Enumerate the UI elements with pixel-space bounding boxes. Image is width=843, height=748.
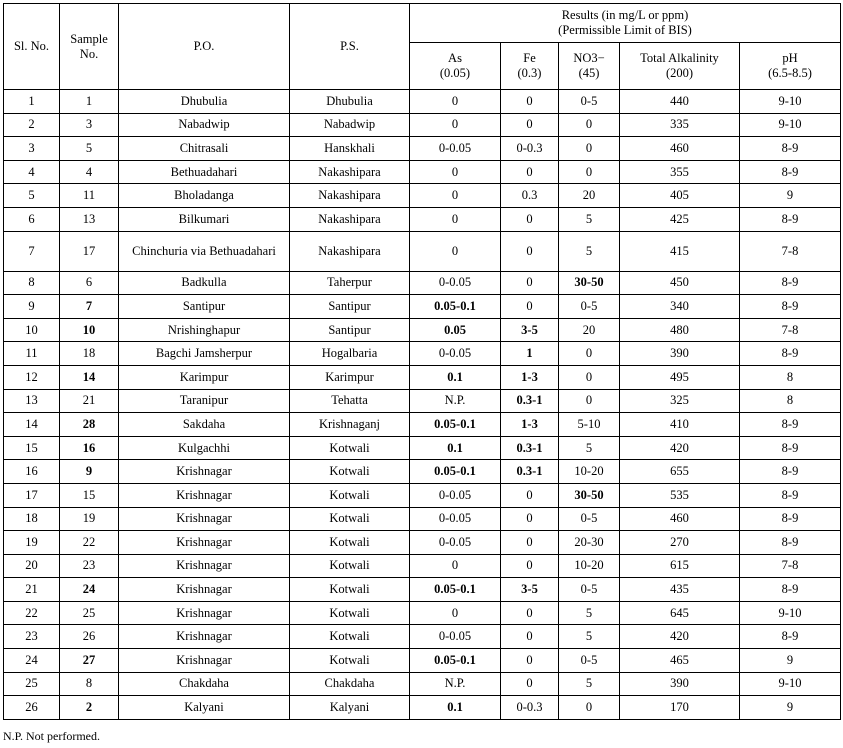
cell-po: Bagchi Jamsherpur <box>119 342 290 366</box>
header-ph-name: pH <box>782 51 798 65</box>
cell-no3: 10-20 <box>559 460 620 484</box>
cell-sl-no: 24 <box>4 649 60 673</box>
cell-po: Krishnagar <box>119 625 290 649</box>
results-line2: (Permissible Limit of BIS) <box>558 23 692 37</box>
header-no3-limit: (45) <box>578 66 600 80</box>
cell-ph: 9-10 <box>740 113 841 137</box>
cell-as: 0 <box>410 184 501 208</box>
cell-fe: 0 <box>501 554 559 578</box>
cell-no3: 0 <box>559 137 620 161</box>
cell-as: 0-0.05 <box>410 271 501 295</box>
table-row <box>4 460 841 484</box>
cell-alkalinity: 460 <box>620 137 740 161</box>
cell-ph: 8-9 <box>740 483 841 507</box>
cell-po: Krishnagar <box>119 578 290 602</box>
cell-sample-no: 9 <box>60 460 119 484</box>
table-header <box>4 4 841 90</box>
header-alkalinity-name: Total Alkalinity <box>640 51 719 65</box>
cell-no3: 0 <box>559 389 620 413</box>
table-row <box>4 389 841 413</box>
cell-no3: 5 <box>559 601 620 625</box>
cell-po: Chinchuria via Bethuadahari <box>119 231 290 271</box>
cell-ps: Kotwali <box>290 649 410 673</box>
table-row <box>4 531 841 555</box>
cell-as: 0 <box>410 207 501 231</box>
cell-ps: Nakashipara <box>290 231 410 271</box>
cell-sl-no: 8 <box>4 271 60 295</box>
header-fe <box>501 43 559 90</box>
cell-ps: Santipur <box>290 295 410 319</box>
cell-ph: 8-9 <box>740 207 841 231</box>
header-ps: P.S. <box>290 4 410 90</box>
cell-sl-no: 1 <box>4 90 60 114</box>
cell-alkalinity: 460 <box>620 507 740 531</box>
cell-sample-no: 27 <box>60 649 119 673</box>
cell-no3: 0-5 <box>559 507 620 531</box>
cell-alkalinity: 535 <box>620 483 740 507</box>
table-row <box>4 625 841 649</box>
cell-alkalinity: 420 <box>620 436 740 460</box>
table-row <box>4 113 841 137</box>
cell-sl-no: 25 <box>4 672 60 696</box>
cell-ps: Nakashipara <box>290 160 410 184</box>
header-fe-limit: (0.3) <box>517 66 542 80</box>
cell-fe: 0 <box>501 113 559 137</box>
cell-ps: Hanskhali <box>290 137 410 161</box>
cell-ps: Kotwali <box>290 483 410 507</box>
table-row <box>4 160 841 184</box>
cell-alkalinity: 435 <box>620 578 740 602</box>
cell-no3: 30-50 <box>559 271 620 295</box>
cell-sl-no: 16 <box>4 460 60 484</box>
cell-sample-no: 6 <box>60 271 119 295</box>
cell-fe: 0-0.3 <box>501 696 559 720</box>
cell-alkalinity: 325 <box>620 389 740 413</box>
cell-ps: Nabadwip <box>290 113 410 137</box>
cell-sample-no: 10 <box>60 318 119 342</box>
cell-po: Krishnagar <box>119 531 290 555</box>
cell-sl-no: 15 <box>4 436 60 460</box>
cell-sl-no: 23 <box>4 625 60 649</box>
cell-po: Nrishinghapur <box>119 318 290 342</box>
cell-sample-no: 1 <box>60 90 119 114</box>
cell-alkalinity: 440 <box>620 90 740 114</box>
cell-sample-no: 18 <box>60 342 119 366</box>
cell-po: Krishnagar <box>119 554 290 578</box>
table-row <box>4 601 841 625</box>
cell-as: 0.05 <box>410 318 501 342</box>
results-table-container <box>3 3 840 720</box>
cell-po: Bethuadahari <box>119 160 290 184</box>
header-as <box>410 43 501 90</box>
cell-sample-no: 25 <box>60 601 119 625</box>
cell-ph: 7-8 <box>740 231 841 271</box>
cell-as: 0.05-0.1 <box>410 649 501 673</box>
cell-sample-no: 28 <box>60 413 119 437</box>
cell-ph: 9 <box>740 649 841 673</box>
cell-po: Chakdaha <box>119 672 290 696</box>
cell-ph: 9-10 <box>740 90 841 114</box>
table-row <box>4 137 841 161</box>
cell-po: Kulgachhi <box>119 436 290 460</box>
cell-ph: 8 <box>740 389 841 413</box>
cell-ph: 9 <box>740 184 841 208</box>
cell-sample-no: 15 <box>60 483 119 507</box>
cell-fe: 0 <box>501 207 559 231</box>
cell-ph: 8-9 <box>740 413 841 437</box>
cell-alkalinity: 170 <box>620 696 740 720</box>
table-row <box>4 507 841 531</box>
cell-po: Dhubulia <box>119 90 290 114</box>
table-row <box>4 365 841 389</box>
header-results <box>410 4 841 43</box>
cell-ph: 9-10 <box>740 672 841 696</box>
cell-no3: 20 <box>559 184 620 208</box>
cell-sample-no: 5 <box>60 137 119 161</box>
header-as-limit: (0.05) <box>439 66 471 80</box>
cell-alkalinity: 645 <box>620 601 740 625</box>
cell-ps: Kalyani <box>290 696 410 720</box>
cell-ps: Kotwali <box>290 460 410 484</box>
table-row <box>4 231 841 271</box>
cell-ph: 8-9 <box>740 436 841 460</box>
header-ph <box>740 43 841 90</box>
cell-sample-no: 13 <box>60 207 119 231</box>
cell-sl-no: 19 <box>4 531 60 555</box>
cell-alkalinity: 335 <box>620 113 740 137</box>
cell-as: 0 <box>410 231 501 271</box>
cell-ps: Taherpur <box>290 271 410 295</box>
table-row <box>4 318 841 342</box>
cell-sample-no: 8 <box>60 672 119 696</box>
table-row <box>4 578 841 602</box>
cell-fe: 0 <box>501 507 559 531</box>
cell-po: Bilkumari <box>119 207 290 231</box>
cell-po: Krishnagar <box>119 460 290 484</box>
cell-sample-no: 17 <box>60 231 119 271</box>
table-row <box>4 342 841 366</box>
cell-sl-no: 26 <box>4 696 60 720</box>
table-row <box>4 649 841 673</box>
cell-ph: 8-9 <box>740 342 841 366</box>
cell-po: Taranipur <box>119 389 290 413</box>
cell-ps: Dhubulia <box>290 90 410 114</box>
cell-ps: Kotwali <box>290 625 410 649</box>
cell-as: 0 <box>410 160 501 184</box>
cell-alkalinity: 340 <box>620 295 740 319</box>
cell-no3: 0-5 <box>559 649 620 673</box>
cell-ph: 8-9 <box>740 271 841 295</box>
cell-as: 0-0.05 <box>410 137 501 161</box>
cell-sl-no: 4 <box>4 160 60 184</box>
cell-no3: 20 <box>559 318 620 342</box>
cell-alkalinity: 495 <box>620 365 740 389</box>
header-no3 <box>559 43 620 90</box>
cell-ps: Nakashipara <box>290 207 410 231</box>
cell-po: Bholadanga <box>119 184 290 208</box>
cell-ps: Kotwali <box>290 578 410 602</box>
cell-alkalinity: 655 <box>620 460 740 484</box>
cell-ps: Chakdaha <box>290 672 410 696</box>
header-po: P.O. <box>119 4 290 90</box>
cell-po: Kalyani <box>119 696 290 720</box>
cell-sl-no: 22 <box>4 601 60 625</box>
cell-ph: 9 <box>740 696 841 720</box>
table-row <box>4 184 841 208</box>
cell-ps: Tehatta <box>290 389 410 413</box>
cell-ps: Kotwali <box>290 436 410 460</box>
cell-fe: 0 <box>501 531 559 555</box>
footnote: N.P. Not performed. <box>3 729 100 743</box>
table-row <box>4 295 841 319</box>
cell-as: 0.1 <box>410 436 501 460</box>
cell-fe: 0 <box>501 90 559 114</box>
table-row <box>4 696 841 720</box>
cell-ph: 8-9 <box>740 578 841 602</box>
cell-fe: 0 <box>501 295 559 319</box>
cell-ps: Nakashipara <box>290 184 410 208</box>
cell-alkalinity: 450 <box>620 271 740 295</box>
header-sl-no: Sl. No. <box>4 4 60 90</box>
header-fe-name: Fe <box>523 51 536 65</box>
cell-as: 0.1 <box>410 365 501 389</box>
table-row <box>4 207 841 231</box>
cell-sample-no: 16 <box>60 436 119 460</box>
cell-ph: 8-9 <box>740 160 841 184</box>
cell-no3: 20-30 <box>559 531 620 555</box>
cell-ps: Santipur <box>290 318 410 342</box>
cell-sl-no: 13 <box>4 389 60 413</box>
cell-alkalinity: 425 <box>620 207 740 231</box>
cell-alkalinity: 390 <box>620 342 740 366</box>
cell-as: 0-0.05 <box>410 483 501 507</box>
cell-as: 0 <box>410 113 501 137</box>
cell-as: 0.1 <box>410 696 501 720</box>
cell-fe: 0 <box>501 483 559 507</box>
cell-sample-no: 3 <box>60 113 119 137</box>
cell-no3: 0 <box>559 113 620 137</box>
cell-sl-no: 7 <box>4 231 60 271</box>
cell-no3: 5-10 <box>559 413 620 437</box>
table-row <box>4 483 841 507</box>
cell-ps: Kotwali <box>290 531 410 555</box>
cell-sample-no: 24 <box>60 578 119 602</box>
cell-ph: 7-8 <box>740 554 841 578</box>
cell-alkalinity: 405 <box>620 184 740 208</box>
cell-no3: 0-5 <box>559 295 620 319</box>
cell-ph: 8-9 <box>740 531 841 555</box>
cell-po: Chitrasali <box>119 137 290 161</box>
cell-alkalinity: 465 <box>620 649 740 673</box>
cell-sample-no: 7 <box>60 295 119 319</box>
cell-sl-no: 2 <box>4 113 60 137</box>
cell-po: Krishnagar <box>119 649 290 673</box>
cell-alkalinity: 415 <box>620 231 740 271</box>
table-body <box>4 90 841 720</box>
cell-po: Nabadwip <box>119 113 290 137</box>
cell-ph: 8-9 <box>740 625 841 649</box>
cell-fe: 0.3-1 <box>501 436 559 460</box>
cell-sl-no: 5 <box>4 184 60 208</box>
cell-ph: 8-9 <box>740 137 841 161</box>
cell-sl-no: 3 <box>4 137 60 161</box>
cell-fe: 0.3-1 <box>501 460 559 484</box>
cell-po: Badkulla <box>119 271 290 295</box>
cell-ph: 7-8 <box>740 318 841 342</box>
table-row <box>4 436 841 460</box>
cell-as: 0.05-0.1 <box>410 578 501 602</box>
cell-sample-no: 11 <box>60 184 119 208</box>
header-alkalinity-limit: (200) <box>665 66 694 80</box>
cell-as: 0.05-0.1 <box>410 295 501 319</box>
cell-fe: 1 <box>501 342 559 366</box>
cell-sample-no: 22 <box>60 531 119 555</box>
cell-ph: 8-9 <box>740 295 841 319</box>
cell-fe: 0 <box>501 672 559 696</box>
cell-no3: 0 <box>559 342 620 366</box>
cell-no3: 0-5 <box>559 90 620 114</box>
cell-po: Santipur <box>119 295 290 319</box>
cell-fe: 0 <box>501 160 559 184</box>
cell-ph: 8-9 <box>740 507 841 531</box>
results-line1: Results (in mg/L or ppm) <box>561 8 689 22</box>
water-quality-table <box>3 3 841 720</box>
cell-alkalinity: 270 <box>620 531 740 555</box>
cell-sl-no: 12 <box>4 365 60 389</box>
cell-no3: 5 <box>559 672 620 696</box>
cell-as: 0-0.05 <box>410 507 501 531</box>
cell-sl-no: 6 <box>4 207 60 231</box>
cell-alkalinity: 390 <box>620 672 740 696</box>
cell-as: 0-0.05 <box>410 342 501 366</box>
cell-alkalinity: 480 <box>620 318 740 342</box>
cell-ph: 8 <box>740 365 841 389</box>
cell-fe: 0-0.3 <box>501 137 559 161</box>
table-row <box>4 413 841 437</box>
table-row <box>4 90 841 114</box>
cell-ps: Karimpur <box>290 365 410 389</box>
cell-no3: 30-50 <box>559 483 620 507</box>
table-row <box>4 271 841 295</box>
cell-po: Sakdaha <box>119 413 290 437</box>
cell-fe: 0 <box>501 649 559 673</box>
cell-as: 0-0.05 <box>410 531 501 555</box>
cell-alkalinity: 420 <box>620 625 740 649</box>
cell-no3: 5 <box>559 625 620 649</box>
cell-ps: Kotwali <box>290 554 410 578</box>
cell-ps: Kotwali <box>290 601 410 625</box>
table-row <box>4 554 841 578</box>
cell-po: Krishnagar <box>119 601 290 625</box>
cell-as: 0.05-0.1 <box>410 460 501 484</box>
cell-sample-no: 4 <box>60 160 119 184</box>
cell-fe: 1-3 <box>501 413 559 437</box>
cell-ph: 9-10 <box>740 601 841 625</box>
cell-no3: 0 <box>559 696 620 720</box>
cell-fe: 0 <box>501 271 559 295</box>
cell-sl-no: 14 <box>4 413 60 437</box>
cell-as: N.P. <box>410 672 501 696</box>
header-as-name: As <box>448 51 462 65</box>
cell-no3: 0 <box>559 160 620 184</box>
cell-as: 0.05-0.1 <box>410 413 501 437</box>
cell-sample-no: 19 <box>60 507 119 531</box>
cell-sl-no: 11 <box>4 342 60 366</box>
cell-sl-no: 18 <box>4 507 60 531</box>
cell-no3: 5 <box>559 207 620 231</box>
cell-no3: 5 <box>559 436 620 460</box>
cell-no3: 10-20 <box>559 554 620 578</box>
cell-sl-no: 9 <box>4 295 60 319</box>
cell-sl-no: 10 <box>4 318 60 342</box>
cell-sl-no: 21 <box>4 578 60 602</box>
cell-fe: 0.3-1 <box>501 389 559 413</box>
cell-po: Karimpur <box>119 365 290 389</box>
cell-po: Krishnagar <box>119 507 290 531</box>
header-no3-name: NO3− <box>573 51 605 65</box>
cell-fe: 0 <box>501 601 559 625</box>
cell-ps: Kotwali <box>290 507 410 531</box>
cell-sl-no: 17 <box>4 483 60 507</box>
cell-ps: Hogalbaria <box>290 342 410 366</box>
cell-fe: 1-3 <box>501 365 559 389</box>
table-row <box>4 672 841 696</box>
cell-sample-no: 14 <box>60 365 119 389</box>
cell-po: Krishnagar <box>119 483 290 507</box>
header-sample-no: Sample No. <box>60 4 119 90</box>
cell-fe: 3-5 <box>501 578 559 602</box>
cell-ph: 8-9 <box>740 460 841 484</box>
cell-alkalinity: 615 <box>620 554 740 578</box>
cell-as: 0 <box>410 601 501 625</box>
cell-fe: 3-5 <box>501 318 559 342</box>
cell-sample-no: 2 <box>60 696 119 720</box>
cell-sample-no: 21 <box>60 389 119 413</box>
cell-no3: 5 <box>559 231 620 271</box>
cell-fe: 0 <box>501 231 559 271</box>
cell-no3: 0-5 <box>559 578 620 602</box>
cell-alkalinity: 355 <box>620 160 740 184</box>
cell-sample-no: 26 <box>60 625 119 649</box>
header-alkalinity <box>620 43 740 90</box>
cell-ps: Krishnaganj <box>290 413 410 437</box>
cell-as: N.P. <box>410 389 501 413</box>
cell-sl-no: 20 <box>4 554 60 578</box>
header-ph-limit: (6.5-8.5) <box>768 66 812 80</box>
cell-as: 0 <box>410 90 501 114</box>
cell-alkalinity: 410 <box>620 413 740 437</box>
cell-as: 0 <box>410 554 501 578</box>
cell-no3: 0 <box>559 365 620 389</box>
cell-fe: 0 <box>501 625 559 649</box>
cell-fe: 0.3 <box>501 184 559 208</box>
cell-as: 0-0.05 <box>410 625 501 649</box>
cell-sample-no: 23 <box>60 554 119 578</box>
